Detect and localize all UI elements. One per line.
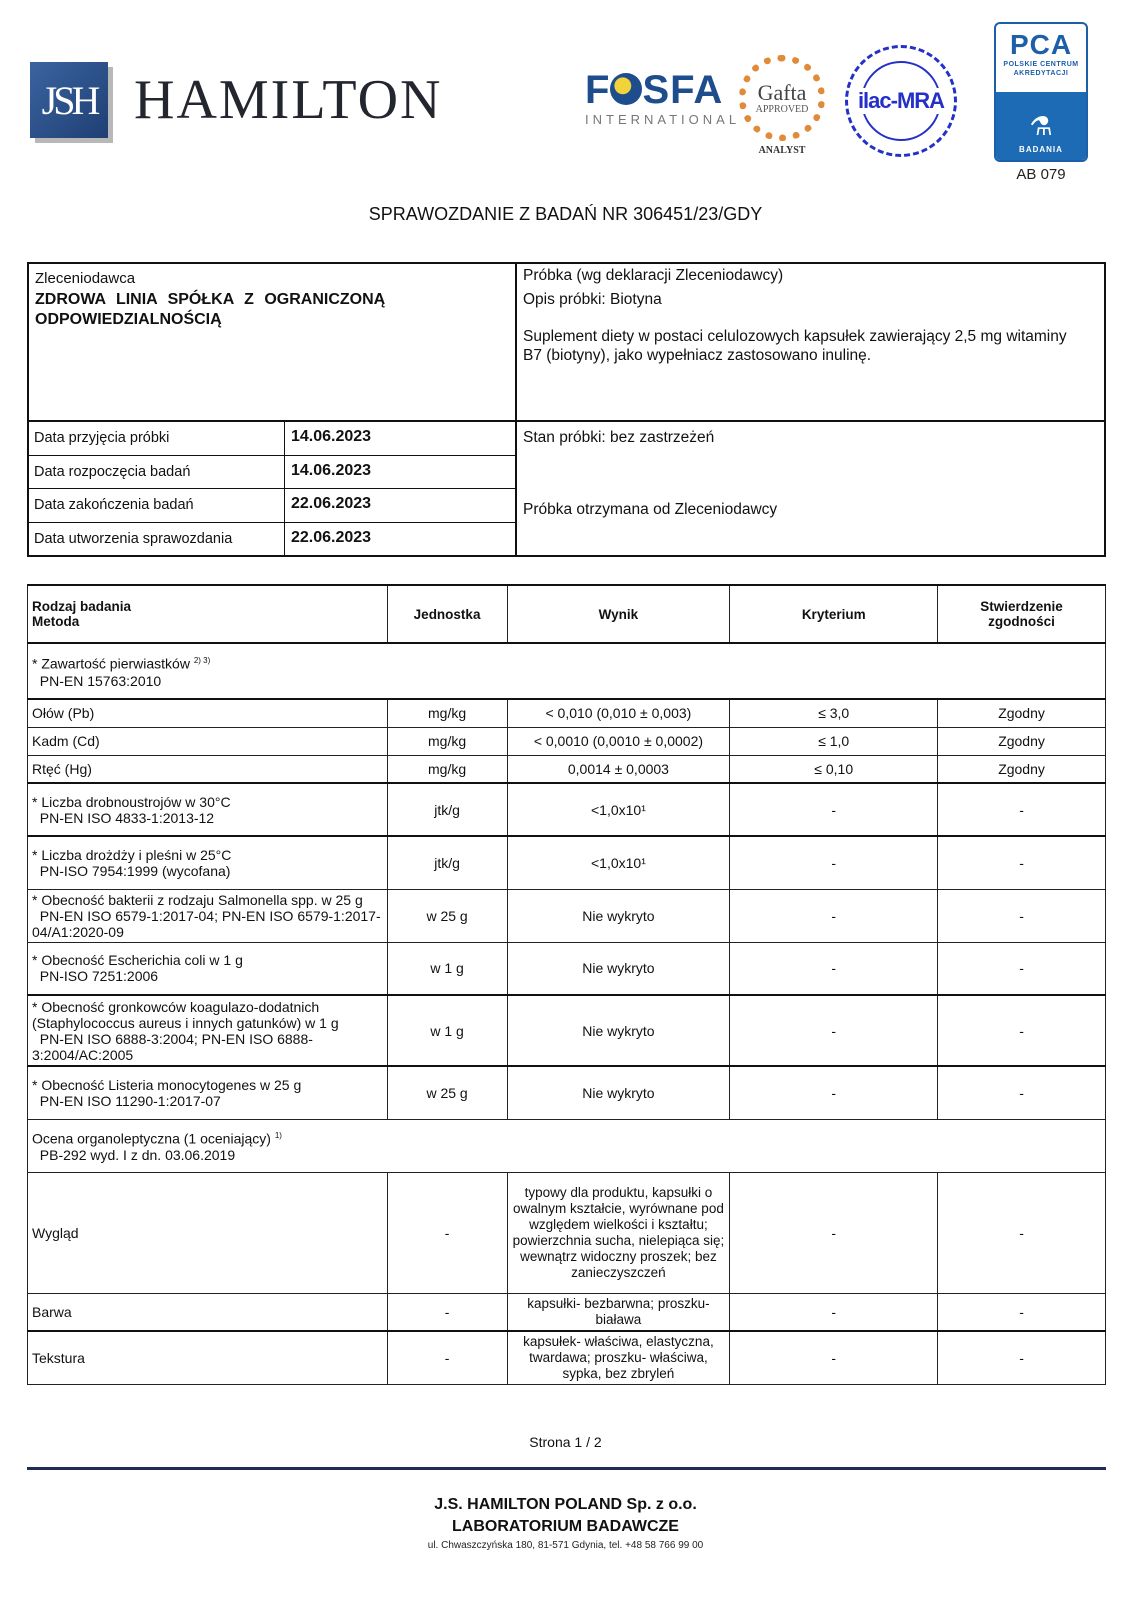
sample-heading: Próbka (wg deklaracji Zleceniodawcy): [523, 267, 784, 284]
report-info-box: [27, 262, 1106, 557]
date-row: Data przyjęcia próbki 14.06.2023: [29, 422, 515, 456]
globe-icon: [610, 73, 642, 105]
jsh-monogram-icon: JSH: [30, 62, 108, 138]
footer-company: J.S. HAMILTON POLAND Sp. z o.o. LABORATORIUM BADAWCZE: [434, 1496, 697, 1535]
pca-accreditation-logo: PCA POLSKIE CENTRUM AKREDYTACJI ⚗ BADANIA: [994, 22, 1088, 162]
table-row: * Obecność Listeria monocytogenes w 25 g PN-EN ISO 11290-1:2017-07 w 25 g Nie wykryto - -: [28, 1066, 1106, 1119]
table-row: * Obecność gronkowców koagulazo-dodatnich (Staphylococcus aureus i innych gatunków) w 1 g PN-EN ISO 6888-3:2004; PN-EN ISO 6888-3:2004/AC:2005 w 1 g Nie wykryto - -: [28, 995, 1106, 1066]
flask-icon: ⚗: [1029, 111, 1053, 141]
header-result: Wynik: [507, 585, 730, 643]
wheat-wreath-icon: Gafta APPROVED: [739, 55, 825, 141]
gafta-logo: Gafta APPROVED ANALYST: [737, 55, 827, 156]
header-criterion: Kryterium: [730, 585, 938, 643]
hamilton-logo: [30, 62, 442, 138]
report-title: SPRAWOZDANIE Z BADAŃ NR 306451/23/GDY: [368, 204, 763, 224]
client-label: Zleceniodawca: [35, 270, 136, 287]
page-number: Strona 1 / 2: [529, 1434, 602, 1450]
accreditation-number: AB 079: [1016, 166, 1066, 183]
date-row: Data zakończenia badań 22.06.2023: [29, 489, 515, 523]
group-row-elements: * Zawartość pierwiastków $^{2) 3)}$ PN-EN 15763:2010: [28, 643, 1106, 699]
sample-origin: Próbka otrzymana od Zleceniodawcy: [523, 501, 778, 518]
table-row: * Obecność Escherichia coli w 1 g PN-ISO 7251:2006 w 1 g Nie wykryto - -: [28, 942, 1106, 995]
group-row-organoleptic: Ocena organoleptyczna (1 oceniający) $^{1)}$ PB-292 wyd. I z dn. 03.06.2019: [28, 1119, 1106, 1172]
table-row: Rtęć (Hg) mg/kg 0,0014 ± 0,0003 ≤ 0,10 Zgodny: [28, 755, 1106, 783]
results-table: [27, 584, 1106, 1385]
hamilton-wordmark: HAMILTON: [134, 69, 443, 131]
header-test-method: Rodzaj badania Metoda: [28, 585, 388, 643]
table-row: * Obecność bakterii z rodzaju Salmonella spp. w 25 g PN-EN ISO 6579-1:2017-04; PN-EN ISO 6579-1:2017-04/A1:2020-09 w 25 g Nie wykryto - -: [28, 889, 1106, 942]
table-header-row: [28, 585, 1106, 643]
header-unit: Jednostka: [387, 585, 507, 643]
table-row: Wygląd - typowy dla produktu, kapsułki o owalnym kształcie, wyrównane pod względem wielkości i kształtu; powierzchnia sucha, nielepiąca się; wewnątrz widoczny proszek; bez zanieczyszczeń - -: [28, 1172, 1106, 1293]
sample-details: Suplement diety w postaci celulozowych kapsułek zawierający 2,5 mg witaminy B7 (biotyny), jako wypełniacz zastosowano inulinę.: [523, 328, 1067, 364]
dates-table: [29, 422, 515, 556]
table-row: Barwa - kapsułki- bezbarwna; proszku- biaława - -: [28, 1293, 1106, 1331]
table-row: Ołów (Pb) mg/kg < 0,010 (0,010 ± 0,003) ≤ 3,0 Zgodny: [28, 699, 1106, 727]
ilac-arcs-icon: ilac-MRA: [861, 61, 941, 141]
header-compliance: Stwierdzenie zgodności: [938, 585, 1106, 643]
sample-condition: Stan próbki: bez zastrzeżeń: [523, 429, 715, 446]
table-row: Tekstura - kapsułek- właściwa, elastyczna, twardawa; proszku- właściwa, sypka, bez zbryleń - -: [28, 1331, 1106, 1385]
table-row: * Liczba drożdży i pleśni w 25°C PN-ISO 7954:1999 (wycofana) jtk/g <1,0x10¹ - -: [28, 836, 1106, 889]
table-row: Kadm (Cd) mg/kg < 0,0010 (0,0010 ± 0,0002) ≤ 1,0 Zgodny: [28, 727, 1106, 755]
ilac-mra-logo: [845, 45, 957, 157]
date-row: Data rozpoczęcia badań 14.06.2023: [29, 456, 515, 490]
client-name: ZDROWA LINIA SPÓŁKA Z OGRANICZONĄ ODPOWIEDZIALNOŚCIĄ: [35, 291, 386, 328]
table-row: * Liczba drobnoustrojów w 30°C PN-EN ISO 4833-1:2013-12 jtk/g <1,0x10¹ - -: [28, 783, 1106, 836]
sample-description: Opis próbki: Biotyna: [523, 291, 662, 308]
fosfa-logo: F SFA INTERNATIONAL: [585, 68, 741, 127]
footer-address: ul. Chwaszczyńska 180, 81-571 Gdynia, tel. +48 58 766 99 00: [427, 1540, 704, 1551]
date-row: Data utworzenia sprawozdania 22.06.2023: [29, 523, 515, 557]
footer-divider: [27, 1467, 1106, 1470]
